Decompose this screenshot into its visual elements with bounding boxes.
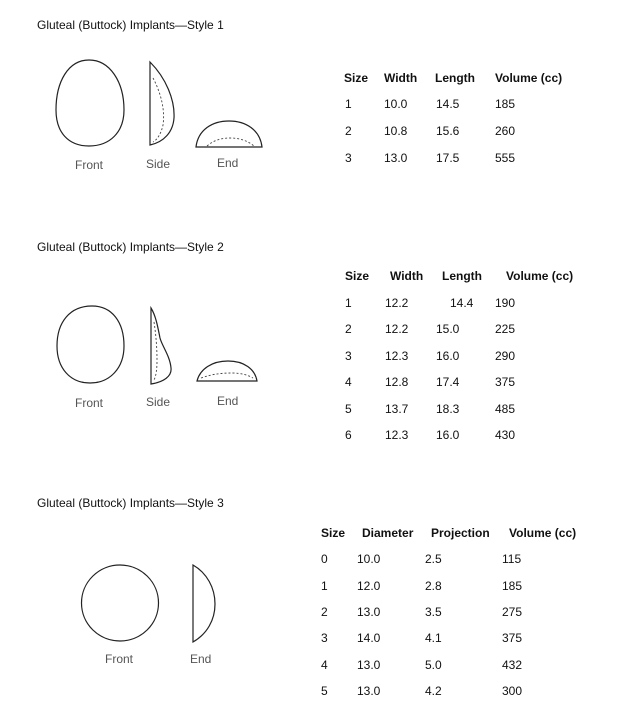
table-cell: 4.2 [425, 684, 442, 698]
style-1-side-caption: Side [146, 157, 171, 171]
table-header: Size [321, 526, 346, 540]
table-cell: 1 [345, 97, 352, 111]
style-3-front-implant-drawing [82, 565, 159, 641]
table-cell: 14.5 [436, 97, 460, 111]
table-cell: 16.0 [436, 349, 460, 363]
table-cell: 12.3 [385, 428, 409, 442]
table-cell: 2 [345, 124, 352, 138]
table-cell: 10.8 [384, 124, 408, 138]
table-header: Diameter [362, 526, 414, 540]
table-cell: 375 [502, 631, 523, 645]
table-cell: 3 [321, 631, 328, 645]
style-3-front-caption: Front [105, 652, 134, 666]
table-cell: 555 [495, 151, 516, 165]
table-cell: 4 [345, 375, 352, 389]
table-cell: 10.0 [357, 552, 381, 566]
table-cell: 12.2 [385, 296, 409, 310]
table-header: Projection [431, 526, 490, 540]
table-cell: 13.0 [384, 151, 408, 165]
table-cell: 6 [345, 428, 352, 442]
table-cell: 17.4 [436, 375, 460, 389]
table-cell: 430 [495, 428, 516, 442]
table-cell: 432 [502, 658, 523, 672]
table-cell: 225 [495, 322, 516, 336]
table-header: Length [435, 71, 475, 85]
table-cell: 1 [345, 296, 352, 310]
section-title-style-1: Gluteal (Buttock) Implants—Style 1 [37, 18, 224, 32]
style-3-end-caption: End [190, 652, 212, 666]
section-title-style-3: Gluteal (Buttock) Implants—Style 3 [37, 496, 224, 510]
table-cell: 485 [495, 402, 516, 416]
table-cell: 2 [345, 322, 352, 336]
table-header: Width [390, 269, 424, 283]
table-cell: 1 [321, 579, 328, 593]
table-cell: 190 [495, 296, 516, 310]
style-1-end-caption: End [217, 156, 239, 170]
table-cell: 2.8 [425, 579, 442, 593]
table-cell: 15.0 [436, 322, 460, 336]
table-cell: 14.4 [450, 296, 474, 310]
table-cell: 4.1 [425, 631, 442, 645]
table-cell: 5 [345, 402, 352, 416]
table-cell: 18.3 [436, 402, 460, 416]
table-cell: 185 [495, 97, 516, 111]
style-2-end-caption: End [217, 394, 239, 408]
table-header: Length [442, 269, 482, 283]
table-cell: 13.0 [357, 658, 381, 672]
table-cell: 16.0 [436, 428, 460, 442]
table-cell: 260 [495, 124, 516, 138]
table-cell: 12.2 [385, 322, 409, 336]
style-1-front-caption: Front [75, 158, 104, 172]
table-cell: 13.7 [385, 402, 409, 416]
table-cell: 5 [321, 684, 328, 698]
style-3-end-implant-drawing [193, 565, 215, 642]
table-cell: 13.0 [357, 684, 381, 698]
table-cell: 2.5 [425, 552, 442, 566]
table-cell: 3.5 [425, 605, 442, 619]
table-header: Width [384, 71, 418, 85]
table-header: Volume (cc) [509, 526, 577, 540]
table-cell: 0 [321, 552, 328, 566]
table-header: Size [345, 269, 370, 283]
table-cell: 13.0 [357, 605, 381, 619]
section-title-style-2: Gluteal (Buttock) Implants—Style 2 [37, 240, 224, 254]
table-cell: 375 [495, 375, 516, 389]
table-cell: 14.0 [357, 631, 381, 645]
table-cell: 10.0 [384, 97, 408, 111]
style-2-front-caption: Front [75, 396, 104, 410]
table-cell: 3 [345, 151, 352, 165]
table-cell: 275 [502, 605, 523, 619]
table-header: Size [344, 71, 369, 85]
table-cell: 5.0 [425, 658, 442, 672]
table-cell: 15.6 [436, 124, 460, 138]
table-cell: 12.0 [357, 579, 381, 593]
table-cell: 17.5 [436, 151, 460, 165]
table-cell: 300 [502, 684, 523, 698]
table-cell: 4 [321, 658, 328, 672]
table-cell: 3 [345, 349, 352, 363]
table-header: Volume (cc) [495, 71, 563, 85]
style-2-side-caption: Side [146, 395, 171, 409]
table-cell: 2 [321, 605, 328, 619]
table-cell: 290 [495, 349, 516, 363]
table-cell: 12.8 [385, 375, 409, 389]
table-cell: 185 [502, 579, 523, 593]
table-cell: 115 [502, 552, 522, 566]
table-header: Volume (cc) [506, 269, 574, 283]
table-cell: 12.3 [385, 349, 409, 363]
